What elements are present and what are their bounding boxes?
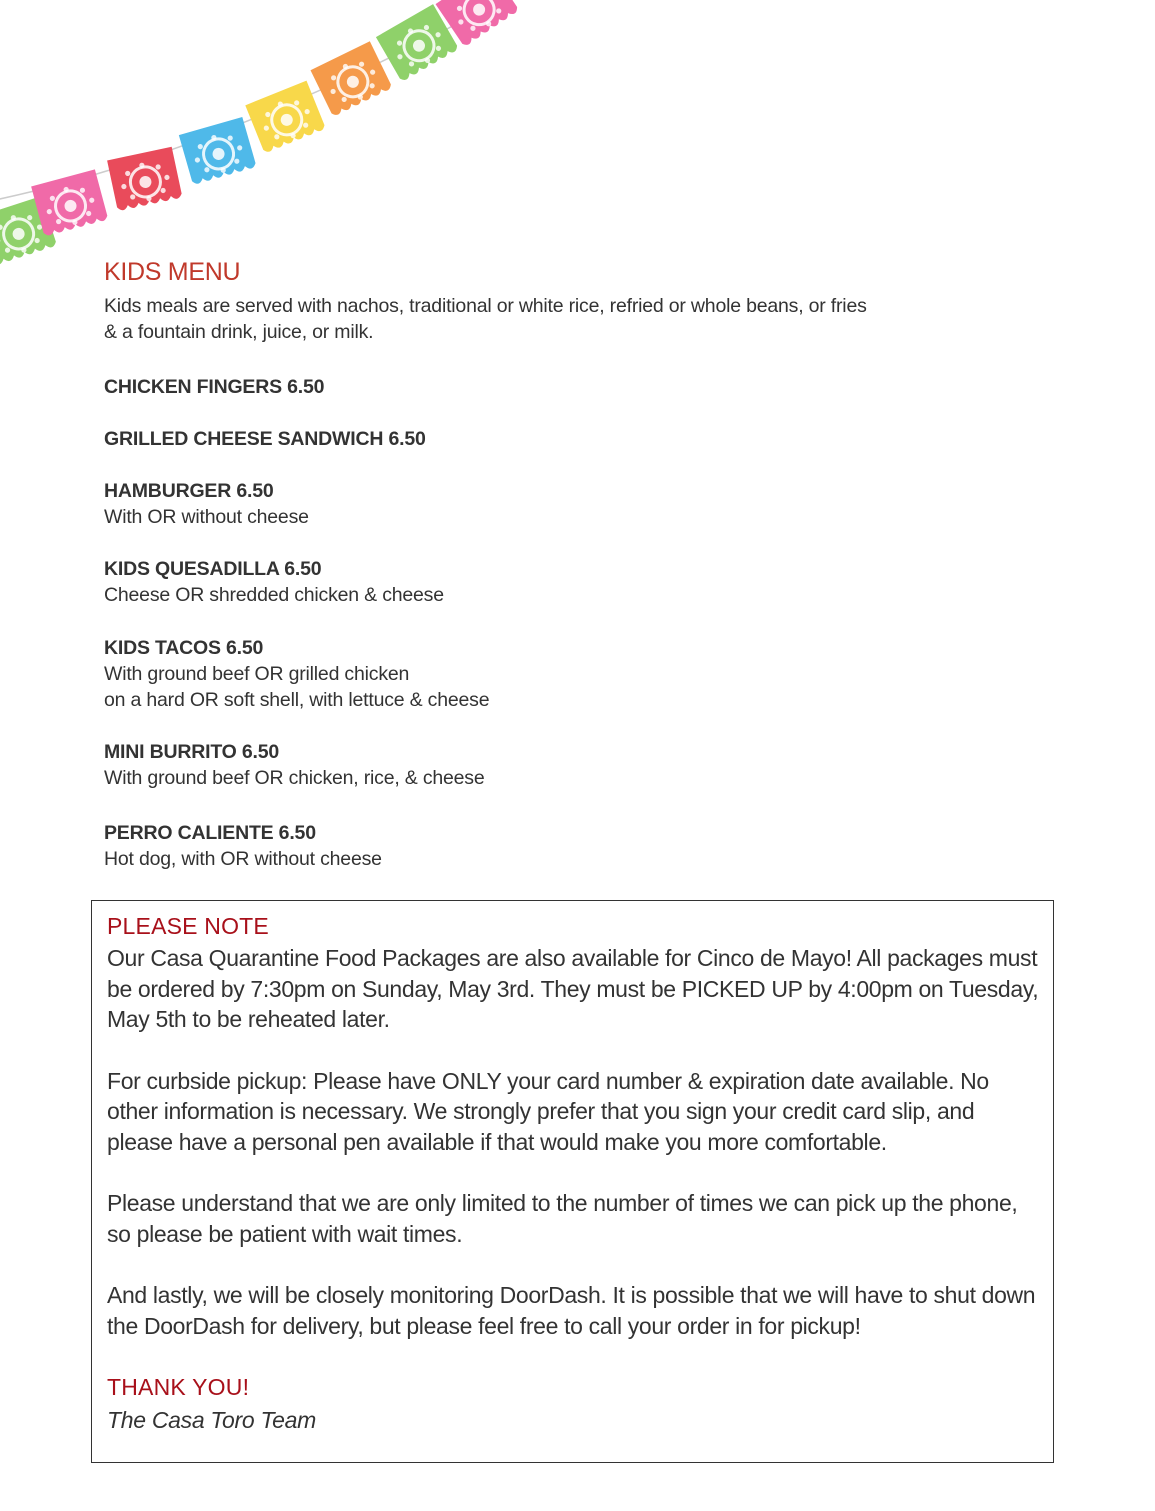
banner-flag [179, 117, 257, 185]
menu-item-description: With ground beef OR grilled chicken [104, 663, 410, 685]
menu-intro-line-2: & a fountain drink, juice, or milk. [104, 321, 374, 343]
menu-item-description: Hot dog, with OR without cheese [104, 848, 382, 870]
papel-picado-banner [0, 0, 520, 270]
menu-item-name: KIDS QUESADILLA 6.50 [104, 558, 322, 580]
menu-item-name: KIDS TACOS 6.50 [104, 637, 264, 659]
menu-item-name: MINI BURRITO 6.50 [104, 741, 280, 763]
menu-item [104, 426, 426, 452]
note-heading: PLEASE NOTE [107, 913, 269, 939]
menu-item-description: Cheese OR shredded chicken & cheese [104, 584, 444, 606]
thank-you-heading: THANK YOU! [107, 1374, 250, 1401]
note-paragraph: And lastly, we will be closely monitoring DoorDash. It is possible that we will have to shut down the DoorDash for delivery, but please feel free to call your order in for pickup! [107, 1282, 1036, 1339]
menu-item-description: on a hard OR soft shell, with lettuce & cheese [104, 689, 490, 711]
note-paragraph: For curbside pickup: Please have ONLY your card number & expiration date available. No other information is necessary. We strongly prefer that you sign your credit card slip, and please have a personal pen available if that would make you more comfortable. [107, 1067, 989, 1156]
menu-item [104, 739, 485, 791]
signature: The Casa Toro Team [107, 1407, 316, 1434]
note-paragraph: Our Casa Quarantine Food Packages are also available for Cinco de Mayo! All packages must be ordered by 7:30pm on Sunday, May 3rd. They must be PICKED UP by 4:00pm on Tuesday, May 5th to be reheated later. [107, 945, 1039, 1033]
note-paragraphs [107, 943, 1039, 1342]
note-paragraph: Please understand that we are only limited to the number of times we can pick up the phone, so please be patient with wait times. [107, 1190, 1018, 1247]
menu-item-description: With ground beef OR chicken, rice, & cheese [104, 767, 485, 789]
banner-flag [245, 81, 326, 154]
menu-item-name: CHICKEN FINGERS 6.50 [104, 376, 325, 398]
menu-item [104, 556, 444, 608]
menu-item [104, 820, 382, 872]
menu-item-name: GRILLED CHEESE SANDWICH 6.50 [104, 428, 426, 450]
banner-flag [31, 169, 108, 236]
menu-intro [104, 293, 1004, 345]
banner-flag [311, 41, 393, 117]
menu-item [104, 374, 324, 400]
menu-intro-line-1: Kids meals are served with nachos, traditional or white rice, refried or whole beans, or fries [104, 295, 867, 317]
menu-item [104, 478, 309, 530]
please-note-box [91, 900, 1054, 1463]
menu-item [104, 635, 489, 713]
menu-item-name: HAMBURGER 6.50 [104, 480, 274, 502]
menu-item-name: PERRO CALIENTE 6.50 [104, 822, 316, 844]
menu-title: KIDS MENU [104, 258, 241, 286]
kids-menu-section [104, 258, 1004, 870]
menu-item-description: With OR without cheese [104, 506, 309, 528]
banner-flag [107, 147, 182, 212]
